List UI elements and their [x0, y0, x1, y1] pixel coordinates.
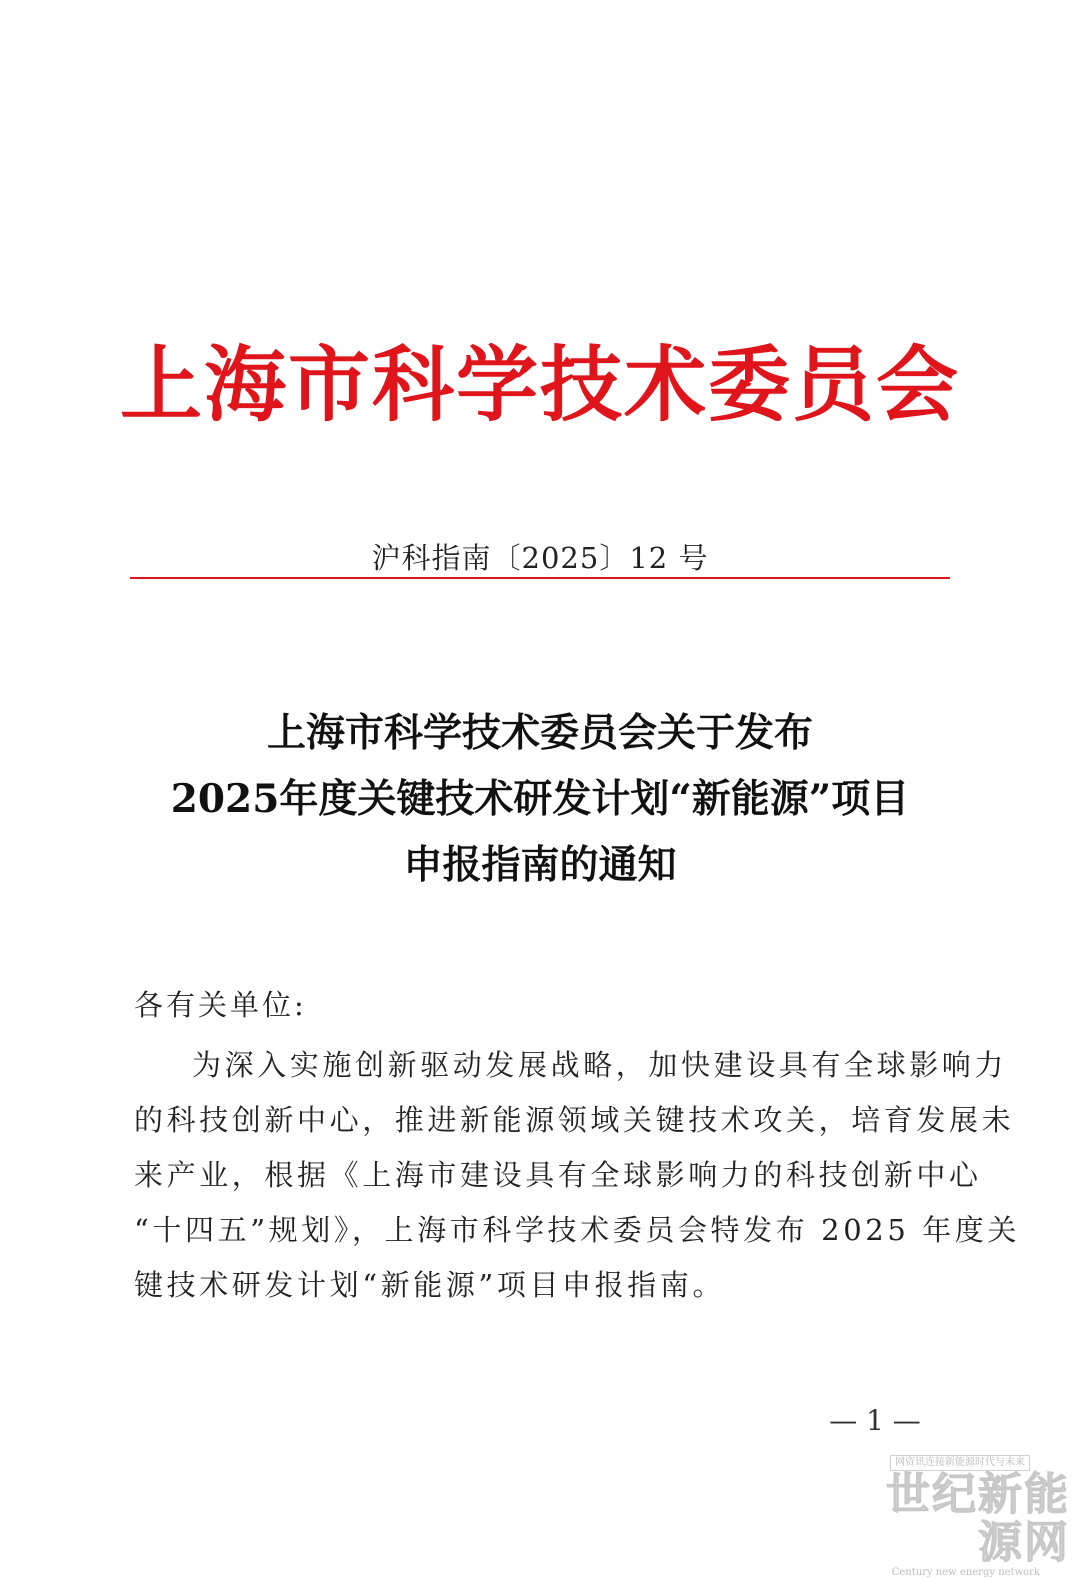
watermark-tagline: 网资讯连接新能源时代与未来 [890, 1455, 1030, 1471]
title-line: 2025年度关键技术研发计划“新能源”项目 [170, 776, 910, 822]
red-divider-line [130, 577, 950, 579]
issuing-organization-header: 上海市科学技术委员会 [119, 337, 960, 433]
salutation: 各有关单位: [134, 988, 307, 1022]
body-line: 为深入实施创新驱动发展战略，加快建设具有全球影响力 [192, 1048, 1008, 1082]
body-line: 键技术研发计划“新能源”项目申报指南。 [134, 1268, 726, 1302]
body-paragraph [134, 1038, 1020, 1313]
body-line: “十四五”规划》，上海市科学技术委员会特发布 2025 年度关 [134, 1213, 1020, 1247]
title-line: 上海市科学技术委员会关于发布 [266, 710, 813, 756]
body-line: 的科技创新中心，推进新能源领域关键技术攻关，培育发展未 [134, 1103, 1015, 1137]
document-number: 沪科指南〔2025〕12 号 [371, 541, 709, 575]
page-number: — 1 — [829, 1404, 921, 1437]
body-line: 来产业，根据《上海市建设具有全球影响力的科技创新中心 [134, 1158, 982, 1192]
site-watermark [848, 1450, 1070, 1578]
document-title [0, 700, 1080, 898]
watermark-site-name: 世纪新能源网 [886, 1469, 1070, 1568]
title-line: 申报指南的通知 [403, 842, 677, 888]
watermark-site-name-en: Century new energy network [891, 1567, 1040, 1578]
